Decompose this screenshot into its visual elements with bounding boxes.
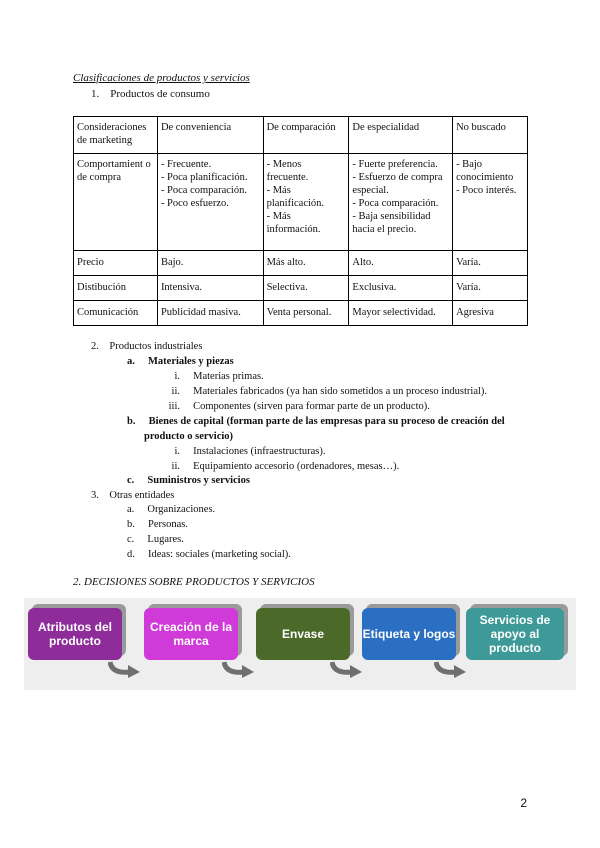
subsublist-item [160,461,399,472]
sublist-item [127,504,215,515]
cell-line: - Baja sensibilidad hacia el precio. [352,211,431,235]
list-item-industriales [91,341,202,352]
table-row-label: Comportamient o de compra [74,154,158,251]
table-cell: Varía. [453,276,528,301]
table-cell: Intensiva. [157,276,263,301]
list-label: Organizaciones. [147,504,216,515]
list-label: Materiales y piezas [148,356,234,367]
list-marker: ii. [171,386,180,397]
cell-line: - Poca planificación. [160,172,248,183]
process-step-servicios: Servicios de apoyo al producto [466,608,564,660]
table-cell-comparacion [263,154,349,251]
list-label: Otras entidades [109,490,175,501]
list-marker: a. [127,356,135,367]
table-header-cell: Consideraciones de marketing [74,117,158,154]
table-cell: Publicidad masiva. [157,301,263,326]
curved-arrow-icon [108,660,142,678]
table-row-label: Distibución [74,276,158,301]
process-step-etiqueta: Etiqueta y logos [362,608,456,660]
list-label: Materias primas. [193,371,264,382]
list-label: Productos industriales [109,341,203,352]
cell-line: - Fuerte preferencia. [352,159,438,170]
cell-line: - Menos frecuente. [266,159,309,183]
list-label: Instalaciones (infraestructuras). [193,446,326,457]
table-cell: Varía. [453,251,528,276]
list-label: Suministros y servicios [147,475,250,486]
process-diagram [24,598,576,690]
cell-line: - Poca comparación. [160,185,247,196]
list-label: Bienes de capital (forman parte de las empresas para su proceso de creación del [148,416,505,427]
page-number: 2 [520,796,527,810]
list-label: Materiales fabricados (ya han sido sometidos a un proceso industrial). [193,386,488,397]
table-cell: Selectiva. [263,276,349,301]
curved-arrow-icon [434,660,468,678]
table-cell: Alto. [349,251,453,276]
table-cell: Más alto. [263,251,349,276]
subsublist-item [160,371,264,382]
list-marker: iii. [168,401,180,412]
subsublist-item [160,401,430,412]
sublist-item [127,534,184,545]
curved-arrow-icon [222,660,256,678]
cell-line: - Frecuente. [160,159,212,170]
cell-line: - Esfuerzo de compra especial. [352,172,443,196]
list-item-otras-entidades [91,490,174,501]
sublist-item-c [127,475,250,486]
section-heading-decisiones: 2. DECISIONES SOBRE PRODUCTOS Y SERVICIOS [73,576,315,588]
cell-line: - Poca comparación. [352,198,439,209]
table-header-cell: No buscado [453,117,528,154]
process-step-atributos: Atributos del producto [28,608,122,660]
list-marker: c. [127,475,135,486]
list-marker: ii. [171,461,180,472]
cell-line: - Más información. [266,211,321,235]
table-cell-conveniencia [157,154,263,251]
table-cell: Venta personal. [263,301,349,326]
process-step-envase: Envase [256,608,350,660]
sublist-item-b-continued: producto o servicio) [144,431,234,442]
process-step-marca: Creación de la marca [144,608,238,660]
sublist-item-b [127,416,505,427]
table-header-cell: De comparación [263,117,349,154]
list-number: 3. [91,490,99,501]
consumer-products-table [73,116,528,326]
list-marker: d. [127,549,135,560]
table-row-label: Precio [74,251,158,276]
table-row [74,301,528,326]
list-marker: b. [127,416,136,427]
table-header-cell: De especialidad [349,117,453,154]
table-cell: Mayor selectividad. [349,301,453,326]
table-cell: Bajo. [157,251,263,276]
list-marker: i. [174,446,180,457]
list-label: Productos de consumo [110,88,210,100]
list-number: 1. [91,88,100,100]
table-cell: Exclusiva. [349,276,453,301]
list-marker: i. [174,371,180,382]
sublist-item [127,519,188,530]
cell-line: - Más planificación. [266,185,325,209]
list-marker: c. [127,534,135,545]
cell-line: - Poco esfuerzo. [160,198,229,209]
list-number: 2. [91,341,99,352]
list-label: Equipamiento accesorio (ordenadores, mesas…). [193,461,400,472]
list-item-consumo [91,88,210,100]
table-cell: Agresiva [453,301,528,326]
cell-line: - Poco interés. [456,185,517,196]
sublist-item-a [127,356,234,367]
section-heading-clasificaciones: Clasificaciones de productos y servicios [73,72,250,84]
subsublist-item [160,386,487,397]
table-row-comportamiento [74,154,528,251]
sublist-item [127,549,291,560]
table-header-row [74,117,528,154]
list-marker: a. [127,504,135,515]
list-label: Personas. [148,519,188,530]
table-cell-nobuscado [453,154,528,251]
table-row [74,276,528,301]
table-row-label: Comunicación [74,301,158,326]
table-header-cell: De conveniencia [157,117,263,154]
list-marker: b. [127,519,135,530]
table-cell-especialidad [349,154,453,251]
list-label: Ideas: sociales (marketing social). [148,549,291,560]
curved-arrow-icon [330,660,364,678]
list-label: Componentes (sirven para formar parte de un producto). [193,401,430,412]
list-label: Lugares. [147,534,184,545]
subsublist-item [160,446,325,457]
table-row [74,251,528,276]
cell-line: - Bajo conocimiento [456,159,514,183]
